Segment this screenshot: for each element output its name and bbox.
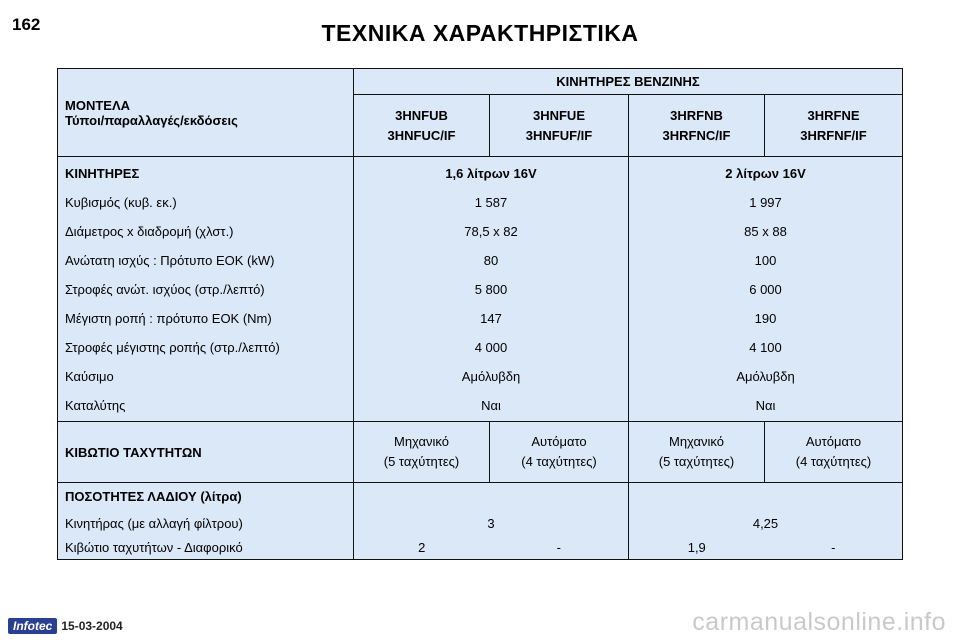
spec-value: 100 [754,252,777,268]
oil-engine-20-cell [629,483,903,560]
gearbox-label: ΚΙΒΩΤΙΟ ΤΑΧΥΤΗΤΩΝ [58,422,354,483]
spec-value: 1 997 [749,194,782,210]
infotec-logo: Infotec [8,618,57,634]
oil-labels-cell [58,483,354,560]
engine-16-values [354,157,629,422]
spec-label: Στροφές μέγιστης ροπής (στρ./λεπτό) [65,339,280,355]
engine-20-values [629,157,903,422]
spec-label: Μέγιστη ροπή : πρότυπο ΕΟΚ (Nm) [65,310,272,326]
gearbox-cell-2: Αυτόματο (4 ταχύτητες) [490,422,629,483]
oil-gearbox-value: 1,9 [687,540,706,555]
footer [8,618,123,634]
spec-value: 80 [483,252,499,268]
spec-value: 5 800 [474,281,508,297]
spec-value: Ναι [481,397,501,413]
engine-labels-cell [58,157,354,422]
spec-label: Καταλύτης [65,397,126,413]
spec-label: Στροφές ανώτ. ισχύος (στρ./λεπτό) [65,281,265,297]
spec-value: Αμόλυβδη [461,368,521,384]
oil-engine-16-value: 3 [487,516,495,531]
engine-20-heading: 2 λίτρων 16V [725,165,806,181]
variants-label: Τύποι/παραλλαγές/εκδόσεις [65,112,238,128]
spec-value: 4 000 [474,339,508,355]
spec-label: Ανώτατη ισχύς : Πρότυπο ΕΟΚ (kW) [65,252,275,268]
model-col-4: 3HRFNE 3HRFNF/IF [765,95,903,157]
watermark: carmanualsonline.info [692,608,946,636]
footer-date: 15-03-2004 [61,619,123,633]
engine-16-heading: 1,6 λίτρων 16V [445,165,537,181]
spec-label: Κυβισμός (κυβ. εκ.) [65,194,177,210]
oil-gearbox-value: - [831,540,836,555]
model-col-2: 3HNFUE 3HNFUF/IF [490,95,629,157]
model-col-3: 3HRFNB 3HRFNC/IF [629,95,765,157]
spec-value: Ναι [755,397,776,413]
spec-label: Καύσιμο [65,368,114,384]
oil-heading: ΠΟΣΟΤΗΤΕΣ ΛΑΔΙΟΥ (λίτρα) [65,489,242,504]
spec-value: 6 000 [749,281,782,297]
engines-group-header: ΚΙΝΗΤΗΡΕΣ ΒΕΝΖΙΝΗΣ [354,69,903,95]
spec-value: 147 [480,310,502,326]
page-title: ΤΕΧΝΙΚΑ ΧΑΡΑΚΤΗΡΙΣΤΙΚΑ [321,20,639,46]
spec-label: Διάμετρος x διαδρομή (χλστ.) [65,223,234,239]
spec-value: 85 x 88 [744,223,787,239]
oil-gearbox-value: - [556,540,561,555]
spec-value: Αμόλυβδη [736,368,795,384]
spec-value: 4 100 [749,339,782,355]
spec-value: 78,5 x 82 [464,223,518,239]
spec-table [57,68,903,560]
engines-heading: ΚΙΝΗΤΗΡΕΣ [65,165,140,181]
oil-engine-20-value: 4,25 [752,516,779,531]
models-label: ΜΟΝΤΕΛΑ [65,97,130,113]
gearbox-cell-4: Αυτόματο (4 ταχύτητες) [765,422,903,483]
models-header-cell [58,69,354,157]
gearbox-cell-3: Μηχανικό (5 ταχύτητες) [629,422,765,483]
oil-gearbox-label: Κιβώτιο ταχυτήτων - Διαφορικό [65,540,243,555]
gearbox-cell-1: Μηχανικό (5 ταχύτητες) [354,422,490,483]
oil-gearbox-value: 2 [418,540,426,555]
page-number: 162 [12,15,41,34]
oil-engine-16-cell [354,483,629,560]
spec-value: 190 [754,310,777,326]
model-col-1: 3HNFUB 3HNFUC/IF [354,95,490,157]
spec-value: 1 587 [474,194,508,210]
oil-engine-label: Κινητήρας (με αλλαγή φίλτρου) [65,516,243,531]
